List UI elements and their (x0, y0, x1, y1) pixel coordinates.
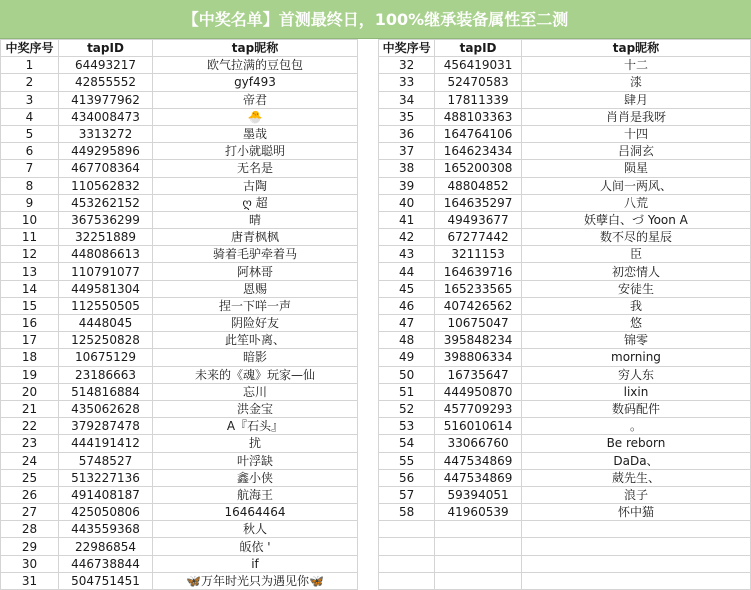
table-row (1, 486, 358, 503)
winner-number-cell: 41 (379, 211, 435, 228)
tap-id-cell: 443559368 (59, 521, 153, 538)
empty-cell (379, 538, 435, 555)
table-row (1, 349, 358, 366)
table-row (1, 383, 358, 400)
table-row (379, 143, 751, 160)
table-row (1, 521, 358, 538)
table-row (1, 469, 358, 486)
table-row (379, 469, 751, 486)
tap-nickname-cell: 怀中猫 (521, 504, 750, 521)
tap-nickname-cell: 唐青枫枫 (153, 229, 358, 246)
tap-id-cell: 491408187 (59, 486, 153, 503)
tap-nickname-cell: 肆月 (521, 91, 750, 108)
tap-nickname-cell: 数码配件 (521, 400, 750, 417)
empty-cell (379, 521, 435, 538)
tap-nickname-cell: 骑着毛驴牵着马 (153, 246, 358, 263)
tap-id-cell: 48804852 (435, 177, 522, 194)
winner-number-cell: 7 (1, 160, 59, 177)
tap-id-cell: 434008473 (59, 108, 153, 125)
table-row (1, 538, 358, 555)
tap-id-cell: 42855552 (59, 74, 153, 91)
winner-number-cell: 3 (1, 91, 59, 108)
winner-number-cell: 22 (1, 418, 59, 435)
tap-id-cell: 395848234 (435, 332, 522, 349)
winner-number-cell: 21 (1, 400, 59, 417)
tap-nickname-cell: 阴险好友 (153, 315, 358, 332)
table-row (379, 229, 751, 246)
tap-id-cell: 49493677 (435, 211, 522, 228)
table-row (1, 246, 358, 263)
empty-cell (379, 572, 435, 589)
tap-nickname-cell: 航海王 (153, 486, 358, 503)
winner-number-cell: 35 (379, 108, 435, 125)
tap-id-cell: 164635297 (435, 194, 522, 211)
tap-id-cell: 59394051 (435, 486, 522, 503)
winner-number-cell: 27 (1, 504, 59, 521)
tap-id-cell: 10675129 (59, 349, 153, 366)
table-row (379, 435, 751, 452)
winners-table-left-body (1, 40, 358, 590)
empty-cell (435, 538, 522, 555)
tap-id-cell: 16735647 (435, 366, 522, 383)
tap-id-cell: 164764106 (435, 125, 522, 142)
table-row (1, 229, 358, 246)
winner-number-cell: 30 (1, 555, 59, 572)
tap-id-cell: 33066760 (435, 435, 522, 452)
table-row (379, 366, 751, 383)
winner-number-cell: 18 (1, 349, 59, 366)
table-row (379, 177, 751, 194)
tap-nickname-cell: ღ 超 (153, 194, 358, 211)
winner-number-cell: 15 (1, 297, 59, 314)
table-row (1, 555, 358, 572)
tap-id-cell: 164639716 (435, 263, 522, 280)
header-tap-id: tapID (59, 40, 153, 57)
winner-number-cell: 14 (1, 280, 59, 297)
tap-nickname-cell: 晴 (153, 211, 358, 228)
table-row (379, 349, 751, 366)
winner-number-cell: 49 (379, 349, 435, 366)
header-tap-id: tapID (435, 40, 522, 57)
winner-number-cell: 11 (1, 229, 59, 246)
tap-nickname-cell: 我 (521, 297, 750, 314)
tap-id-cell: 504751451 (59, 572, 153, 589)
winner-number-cell: 39 (379, 177, 435, 194)
winner-number-cell: 2 (1, 74, 59, 91)
winner-number-cell: 47 (379, 315, 435, 332)
table-row (1, 435, 358, 452)
empty-cell (521, 572, 750, 589)
table-row (1, 91, 358, 108)
tap-nickname-cell: 锦零 (521, 332, 750, 349)
tap-id-cell: 110562832 (59, 177, 153, 194)
tap-nickname-cell: 十四 (521, 125, 750, 142)
sheet-title: 【中奖名单】首测最终日，100%继承装备属性至二测 (182, 10, 569, 29)
tap-nickname-cell: 帝君 (153, 91, 358, 108)
tap-id-cell: 64493217 (59, 57, 153, 74)
tap-nickname-cell: 秋人 (153, 521, 358, 538)
table-row (1, 297, 358, 314)
winner-number-cell: 52 (379, 400, 435, 417)
empty-cell (379, 555, 435, 572)
table-header-row (1, 40, 358, 57)
tap-id-cell: 488103363 (435, 108, 522, 125)
winner-number-cell: 56 (379, 469, 435, 486)
winner-number-cell: 6 (1, 143, 59, 160)
empty-cell (521, 538, 750, 555)
winner-number-cell: 19 (1, 366, 59, 383)
table-row (379, 572, 751, 589)
winner-number-cell: 40 (379, 194, 435, 211)
tap-nickname-cell: 数不尽的星辰 (521, 229, 750, 246)
table-header-row (379, 40, 751, 57)
tap-id-cell: 32251889 (59, 229, 153, 246)
tap-nickname-cell: 穷人东 (521, 366, 750, 383)
tap-nickname-cell: 十二 (521, 57, 750, 74)
tap-nickname-cell: 此笙卟离、 (153, 332, 358, 349)
table-row (1, 315, 358, 332)
winner-number-cell: 48 (379, 332, 435, 349)
tap-nickname-cell: 🐣 (153, 108, 358, 125)
table-row (379, 538, 751, 555)
tap-nickname-cell: 捏一下咩一声 (153, 297, 358, 314)
empty-cell (435, 521, 522, 538)
table-row (379, 160, 751, 177)
tap-id-cell: 447534869 (435, 452, 522, 469)
tap-id-cell: 41960539 (435, 504, 522, 521)
tap-id-cell: 367536299 (59, 211, 153, 228)
table-row (379, 194, 751, 211)
tap-nickname-cell: DaDa、 (521, 452, 750, 469)
tap-id-cell: 52470583 (435, 74, 522, 91)
tap-nickname-cell: A『石头』 (153, 418, 358, 435)
tap-nickname-cell: 初恋情人 (521, 263, 750, 280)
tap-nickname-cell: 皈依 ' (153, 538, 358, 555)
winner-number-cell: 51 (379, 383, 435, 400)
tap-nickname-cell: 打小就聪明 (153, 143, 358, 160)
table-row (1, 211, 358, 228)
table-row (379, 297, 751, 314)
tap-id-cell: 165200308 (435, 160, 522, 177)
table-row (379, 383, 751, 400)
table-row (1, 418, 358, 435)
winner-number-cell: 26 (1, 486, 59, 503)
tap-id-cell: 5748527 (59, 452, 153, 469)
empty-cell (435, 572, 522, 589)
tap-nickname-cell: 肖肖是我呀 (521, 108, 750, 125)
winner-number-cell: 10 (1, 211, 59, 228)
winner-number-cell: 5 (1, 125, 59, 142)
table-row (379, 555, 751, 572)
winner-number-cell: 16 (1, 315, 59, 332)
tap-nickname-cell: 浪子 (521, 486, 750, 503)
tap-id-cell: 23186663 (59, 366, 153, 383)
table-row (1, 74, 358, 91)
tap-nickname-cell: 陨星 (521, 160, 750, 177)
tap-nickname-cell: 16464464 (153, 504, 358, 521)
tap-id-cell: 444950870 (435, 383, 522, 400)
tap-id-cell: 449295896 (59, 143, 153, 160)
tap-nickname-cell: 。 (521, 418, 750, 435)
table-row (379, 74, 751, 91)
tap-id-cell: 448086613 (59, 246, 153, 263)
table-row (1, 263, 358, 280)
winner-number-cell: 4 (1, 108, 59, 125)
winner-number-cell: 57 (379, 486, 435, 503)
tap-nickname-cell: 人间一两风、 (521, 177, 750, 194)
tap-id-cell: 413977962 (59, 91, 153, 108)
winner-number-cell: 8 (1, 177, 59, 194)
tap-nickname-cell: 恩赐 (153, 280, 358, 297)
winner-number-cell: 36 (379, 125, 435, 142)
winner-number-cell: 20 (1, 383, 59, 400)
tap-nickname-cell: 🦋万年时光只为遇见你🦋 (153, 572, 358, 589)
table-row (1, 366, 358, 383)
table-row (1, 108, 358, 125)
table-row (379, 452, 751, 469)
empty-cell (521, 521, 750, 538)
tap-id-cell: 435062628 (59, 400, 153, 417)
table-row (379, 504, 751, 521)
tap-nickname-cell: gyf493 (153, 74, 358, 91)
winner-number-cell: 45 (379, 280, 435, 297)
tap-id-cell: 67277442 (435, 229, 522, 246)
tap-nickname-cell: 古陶 (153, 177, 358, 194)
tap-id-cell: 379287478 (59, 418, 153, 435)
tap-nickname-cell: 吕洞玄 (521, 143, 750, 160)
winner-number-cell: 55 (379, 452, 435, 469)
table-row (1, 57, 358, 74)
tap-nickname-cell: 未来的《魂》玩家—仙 (153, 366, 358, 383)
table-row (379, 400, 751, 417)
tap-nickname-cell: 八荒 (521, 194, 750, 211)
tap-nickname-cell: 洪金宝 (153, 400, 358, 417)
title-bar (0, 0, 751, 39)
tap-nickname-cell: 无名是 (153, 160, 358, 177)
table-row (1, 504, 358, 521)
tap-id-cell: 164623434 (435, 143, 522, 160)
tap-id-cell: 4448045 (59, 315, 153, 332)
tap-nickname-cell: morning (521, 349, 750, 366)
winner-number-cell: 42 (379, 229, 435, 246)
winner-number-cell: 34 (379, 91, 435, 108)
tap-id-cell: 453262152 (59, 194, 153, 211)
tap-nickname-cell: 叶浮缺 (153, 452, 358, 469)
tap-id-cell: 112550505 (59, 297, 153, 314)
winner-number-cell: 24 (1, 452, 59, 469)
table-row (379, 263, 751, 280)
winner-number-cell: 33 (379, 74, 435, 91)
tap-id-cell: 398806334 (435, 349, 522, 366)
table-row (379, 57, 751, 74)
winner-number-cell: 23 (1, 435, 59, 452)
tap-id-cell: 444191412 (59, 435, 153, 452)
header-tap-nickname: tap昵称 (521, 40, 750, 57)
table-row (379, 125, 751, 142)
tap-id-cell: 22986854 (59, 538, 153, 555)
table-row (379, 280, 751, 297)
table-row (379, 418, 751, 435)
tap-id-cell: 446738844 (59, 555, 153, 572)
winner-number-cell: 1 (1, 57, 59, 74)
table-row (1, 452, 358, 469)
tap-id-cell: 467708364 (59, 160, 153, 177)
empty-cell (435, 555, 522, 572)
table-row (1, 194, 358, 211)
winner-number-cell: 46 (379, 297, 435, 314)
table-row (1, 125, 358, 142)
winner-number-cell: 29 (1, 538, 59, 555)
winner-number-cell: 43 (379, 246, 435, 263)
tap-nickname-cell: lixin (521, 383, 750, 400)
tap-nickname-cell: 暗影 (153, 349, 358, 366)
table-row (379, 315, 751, 332)
table-row (1, 143, 358, 160)
tap-id-cell: 449581304 (59, 280, 153, 297)
tap-id-cell: 17811339 (435, 91, 522, 108)
tap-id-cell: 165233565 (435, 280, 522, 297)
winner-number-cell: 31 (1, 572, 59, 589)
winner-number-cell: 58 (379, 504, 435, 521)
tap-nickname-cell: 渁 (521, 74, 750, 91)
tap-id-cell: 514816884 (59, 383, 153, 400)
tap-id-cell: 125250828 (59, 332, 153, 349)
tap-id-cell: 516010614 (435, 418, 522, 435)
tap-nickname-cell: 忘川 (153, 383, 358, 400)
winner-number-cell: 50 (379, 366, 435, 383)
tap-nickname-cell: 扰 (153, 435, 358, 452)
tap-id-cell: 456419031 (435, 57, 522, 74)
winner-number-cell: 32 (379, 57, 435, 74)
table-row (1, 332, 358, 349)
tap-id-cell: 10675047 (435, 315, 522, 332)
tap-nickname-cell: 阿林哥 (153, 263, 358, 280)
tap-nickname-cell: 葳先生、 (521, 469, 750, 486)
winner-number-cell: 44 (379, 263, 435, 280)
tap-id-cell: 3211153 (435, 246, 522, 263)
winners-table-left (0, 39, 358, 590)
tap-nickname-cell: 安徒生 (521, 280, 750, 297)
winner-number-cell: 53 (379, 418, 435, 435)
table-row (379, 211, 751, 228)
tap-id-cell: 425050806 (59, 504, 153, 521)
winner-number-cell: 9 (1, 194, 59, 211)
table-row (379, 332, 751, 349)
tap-nickname-cell: 鑫小侠 (153, 469, 358, 486)
winners-table-right (378, 39, 751, 590)
tap-id-cell: 110791077 (59, 263, 153, 280)
winner-number-cell: 13 (1, 263, 59, 280)
table-row (1, 400, 358, 417)
winner-number-cell: 28 (1, 521, 59, 538)
table-row (1, 572, 358, 589)
table-row (379, 91, 751, 108)
tap-nickname-cell: if (153, 555, 358, 572)
empty-cell (521, 555, 750, 572)
tap-nickname-cell: 臣 (521, 246, 750, 263)
tap-id-cell: 447534869 (435, 469, 522, 486)
table-row (1, 177, 358, 194)
table-row (379, 486, 751, 503)
winner-number-cell: 12 (1, 246, 59, 263)
tap-id-cell: 407426562 (435, 297, 522, 314)
tap-id-cell: 457709293 (435, 400, 522, 417)
tap-id-cell: 3313272 (59, 125, 153, 142)
table-row (379, 108, 751, 125)
tap-nickname-cell: 妖孽白、づ Yoon A (521, 211, 750, 228)
tap-nickname-cell: 墨哉 (153, 125, 358, 142)
header-winner-number: 中奖序号 (379, 40, 435, 57)
winners-table-right-body (379, 40, 751, 590)
table-row (379, 246, 751, 263)
table-row (1, 160, 358, 177)
winner-number-cell: 37 (379, 143, 435, 160)
tap-nickname-cell: 欧气拉满的豆包包 (153, 57, 358, 74)
header-winner-number: 中奖序号 (1, 40, 59, 57)
table-row (1, 280, 358, 297)
winner-number-cell: 25 (1, 469, 59, 486)
header-tap-nickname: tap昵称 (153, 40, 358, 57)
tap-nickname-cell: 悠 (521, 315, 750, 332)
winner-number-cell: 17 (1, 332, 59, 349)
tap-nickname-cell: Be reborn (521, 435, 750, 452)
tap-id-cell: 513227136 (59, 469, 153, 486)
table-row (379, 521, 751, 538)
winner-number-cell: 54 (379, 435, 435, 452)
winner-number-cell: 38 (379, 160, 435, 177)
